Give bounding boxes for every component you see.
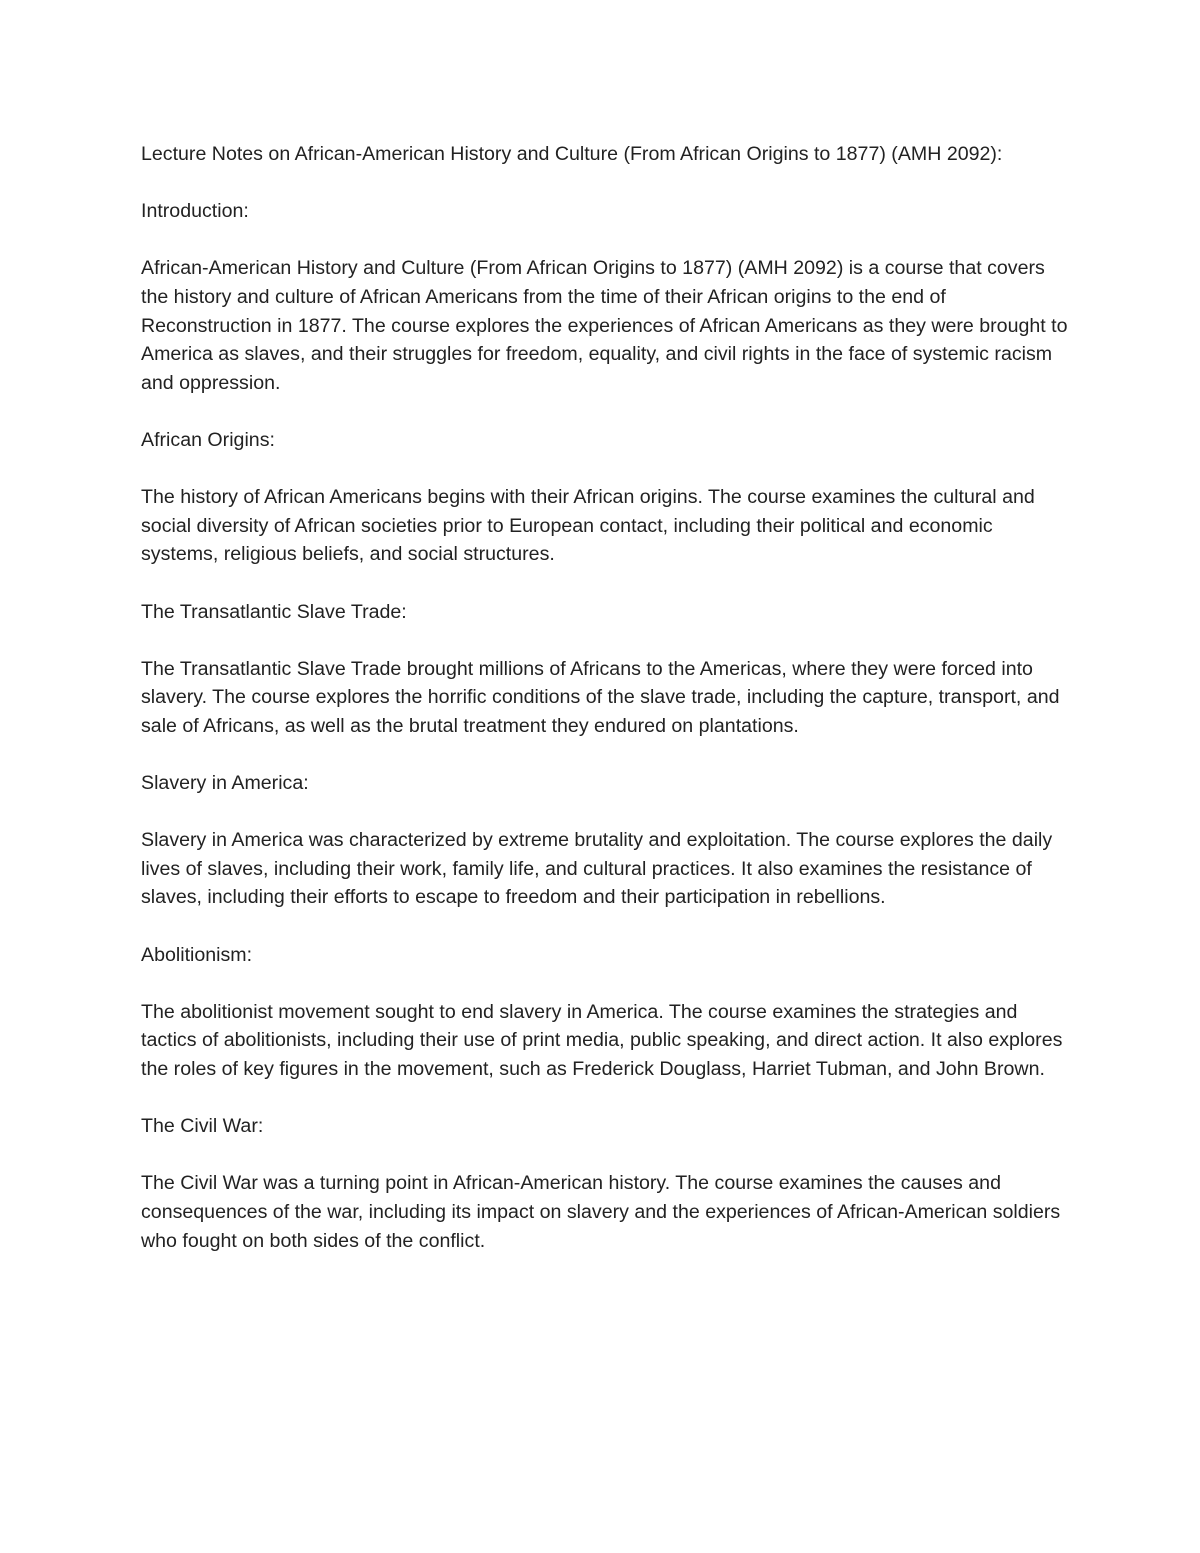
section-heading-introduction: Introduction: [141,200,249,223]
section-body-civil-war: The Civil War was a turning point in African-American history. The course examines the causes and consequences of the war, including its impact on slavery and the experiences of African-American soldiers who fought on both sides of the conflict. [141,1172,1061,1252]
section-heading-civil-war: The Civil War: [141,1115,264,1138]
section-heading-abolitionism: Abolitionism: [141,943,253,966]
section-body-slavery-in-america: Slavery in America was characterized by extreme brutality and exploitation. The course explores the daily lives of slaves, including their work, family life, and cultural practices. It also examines the resistance of slaves, including their efforts to escape to freedom and their participation in rebellions. [141,829,1053,909]
document-body [141,140,1071,1284]
section-heading-african-origins: African Origins: [141,428,275,451]
section-body-slave-trade: The Transatlantic Slave Trade brought millions of Africans to the Americas, where they were forced into slavery. The course explores the horrific conditions of the slave trade, including the capture, transport, and sale of Africans, as well as the brutal treatment they endured on plantations. [141,657,1060,737]
section-body-african-origins: The history of African Americans begins with their African origins. The course examines the cultural and social diversity of African societies prior to European contact, including their political and economic systems, religious beliefs, and social structures. [141,486,1035,566]
section-heading-slavery-in-america: Slavery in America: [141,772,309,795]
document-title: Lecture Notes on African-American History and Culture (From African Origins to 1877) (AMH 2092): [141,143,1003,165]
section-body-abolitionism: The abolitionist movement sought to end slavery in America. The course examines the strategies and tactics of abolitionists, including their use of print media, public speaking, and direct action. It also explores the roles of key figures in the movement, such as Frederick Douglass, Harriet Tubman, and John Brown. [141,1000,1063,1080]
section-heading-slave-trade: The Transatlantic Slave Trade: [141,600,407,623]
section-body-introduction: African-American History and Culture (From African Origins to 1877) (AMH 2092) is a course that covers the history and culture of African Americans from the time of their African origins to the end of Reconstruction in 1877. The course explores the experiences of African Americans as they were brought to America as slaves, and their struggles for freedom, equality, and civil rights in the face of systemic racism and oppression. [141,257,1068,394]
